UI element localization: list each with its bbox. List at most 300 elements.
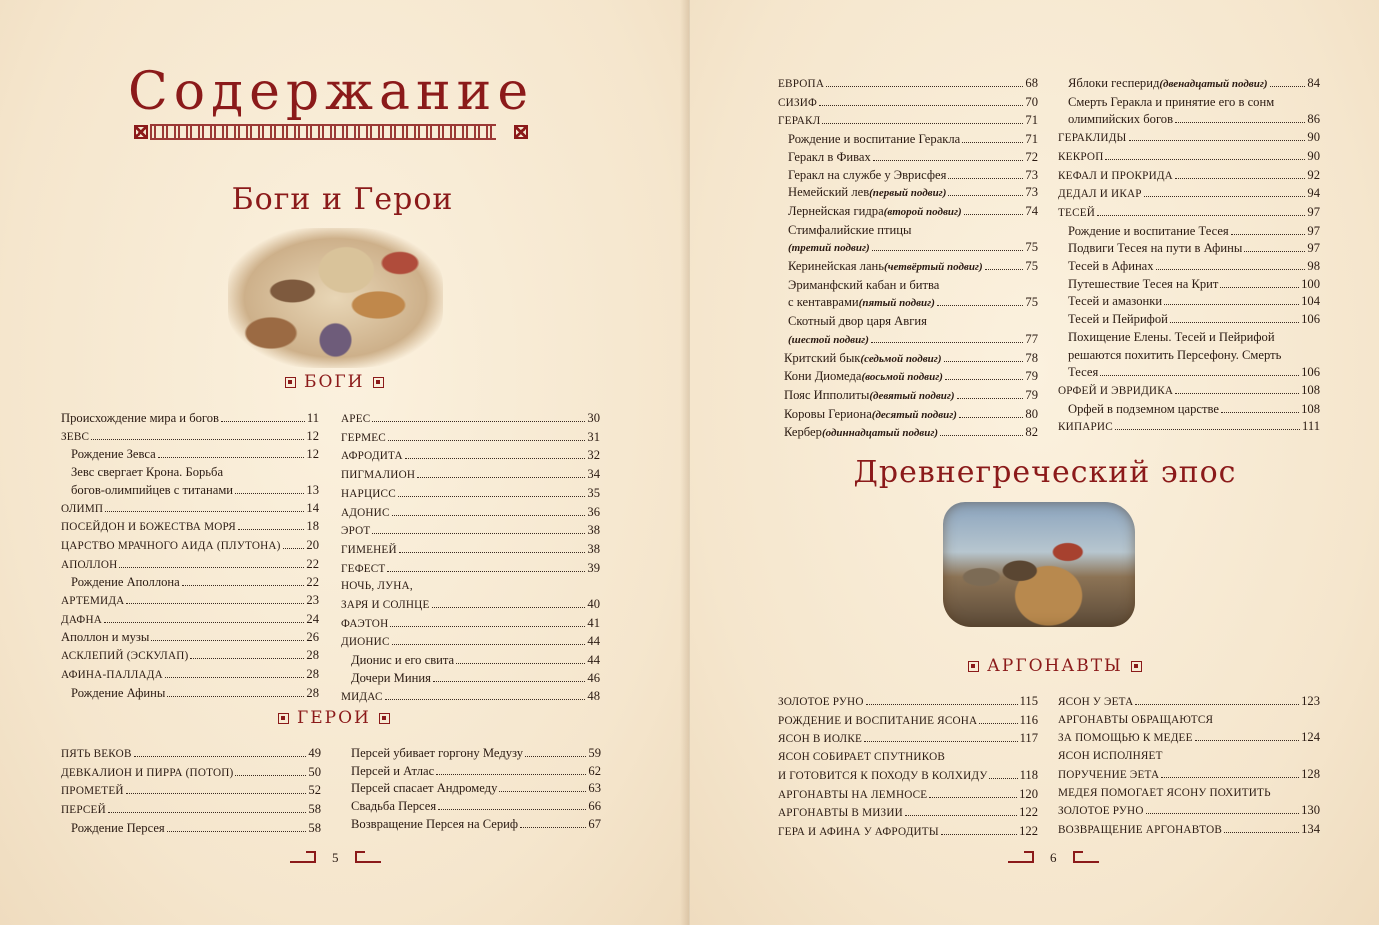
toc-entry — [778, 331, 1038, 350]
toc-entry — [341, 633, 600, 652]
toc-entry-title: ЭРОТ — [341, 525, 371, 538]
dot-leader — [385, 699, 586, 700]
toc-entry-page: 13 — [306, 482, 319, 497]
toc-entry-title: МИДАС — [341, 690, 383, 703]
dot-leader — [1231, 234, 1306, 235]
toc-entry — [778, 749, 1038, 767]
toc-entry — [61, 666, 319, 685]
ornament-icon — [1008, 853, 1034, 863]
toc-entry-page: 18 — [306, 519, 319, 534]
dot-leader — [405, 458, 586, 459]
toc-entry — [778, 730, 1038, 749]
dot-leader — [989, 778, 1017, 779]
toc-entry — [341, 763, 601, 781]
toc-entry-title: Немейский лев — [788, 185, 870, 200]
toc-entry-title: Критский бык — [784, 350, 861, 365]
toc-entry-page: 92 — [1307, 167, 1320, 182]
toc-entry-title: Скотный двор царя Авгия — [788, 314, 927, 329]
dot-leader — [1244, 251, 1305, 252]
toc-entry-title: ЗОЛОТОЕ РУНО — [778, 696, 864, 708]
dot-leader — [134, 756, 307, 757]
toc-entry — [778, 167, 1038, 185]
toc-entry-page: 26 — [306, 630, 319, 645]
toc-entry-title: Подвиги Тесея на пути в Афины — [1068, 241, 1243, 256]
toc-entry-title: ГЕФЕСТ — [341, 562, 386, 575]
dot-leader — [388, 440, 585, 441]
toc-entry — [1058, 821, 1320, 840]
toc-entry-title: ОРФЕЙ И ЭВРИДИКА — [1058, 384, 1174, 397]
dot-leader — [525, 756, 586, 757]
toc-entry-page: 71 — [1025, 132, 1038, 147]
dot-leader — [372, 421, 585, 422]
toc-entry — [778, 75, 1038, 94]
dot-leader — [1156, 269, 1306, 270]
toc-entry — [61, 685, 319, 703]
dot-leader — [1221, 412, 1299, 413]
argonauts-heading-text: АРГОНАВТЫ — [987, 656, 1123, 676]
toc-entry — [1058, 148, 1320, 167]
toc-entry-title: Рождение Персея — [71, 820, 165, 835]
toc-entry — [341, 670, 600, 688]
toc-entry-page: 59 — [588, 746, 601, 760]
dot-leader — [1170, 322, 1299, 323]
toc-entry-page: 128 — [1301, 766, 1320, 781]
toc-entry-title: Рождение и воспитание Геракла — [788, 132, 961, 147]
dot-leader — [985, 269, 1024, 270]
toc-entry-title: АРГОНАВТЫ В МИЗИИ — [778, 807, 903, 820]
toc-entry-title: Кони Диомеда — [784, 369, 862, 384]
toc-entry-page: 108 — [1301, 382, 1320, 397]
toc-entry-note: (первый подвиг) — [869, 187, 947, 200]
toc-entry-title: с кентаврами — [788, 295, 859, 310]
dot-leader — [399, 552, 586, 553]
toc-entry-page: 122 — [1019, 805, 1038, 820]
toc-entry-title: ГЕРАКЛИДЫ — [1058, 132, 1127, 145]
toc-entry-title: КИПАРИС — [1058, 421, 1113, 434]
toc-entry — [778, 804, 1038, 823]
toc-entry-note: (второй подвиг) — [883, 205, 962, 218]
toc-entry-page: 115 — [1019, 694, 1038, 708]
toc-entry — [341, 522, 600, 541]
toc-entry — [1058, 729, 1320, 748]
toc-entry-title: Рождение Аполлона — [71, 575, 180, 590]
dot-leader — [1135, 704, 1299, 705]
toc-entry-title: олимпийских богов — [1068, 112, 1174, 127]
toc-entry — [341, 615, 600, 634]
toc-entry-title: Стимфалийские птицы — [788, 222, 912, 237]
toc-entry — [1058, 311, 1320, 329]
meander-corner-right — [514, 125, 528, 139]
toc-entry-title: ГИМЕНЕЙ — [341, 543, 397, 556]
toc-entry — [341, 466, 600, 485]
toc-entry — [61, 518, 319, 537]
dot-leader — [104, 622, 304, 623]
toc-entry — [61, 592, 319, 611]
toc-entry-page: 73 — [1025, 185, 1038, 200]
dot-leader — [372, 533, 585, 534]
toc-entry-page: 30 — [587, 411, 600, 425]
dot-leader — [872, 250, 1024, 251]
toc-entry-title: АРЕС — [341, 413, 371, 425]
page-number: 5 — [332, 850, 339, 865]
toc-entry-title: ДЕВКАЛИОН И ПИРРА (ПОТОП) — [61, 766, 234, 779]
dot-leader — [221, 421, 305, 422]
toc-entry — [341, 429, 600, 448]
toc-entry — [61, 464, 319, 482]
toc-entry — [1058, 329, 1320, 347]
toc-entry-title: ПИГМАЛИОН — [341, 469, 416, 482]
toc-entry-page: 20 — [306, 537, 319, 552]
right-page — [690, 0, 1379, 925]
toc-entry-title: АФИНА-ПАЛЛАДА — [61, 668, 163, 681]
toc-entry-title: Персей спасает Андромеду — [351, 781, 498, 796]
toc-entry-page: 41 — [587, 615, 600, 630]
toc-entry-page: 97 — [1307, 204, 1320, 219]
toc-entry-page: 38 — [587, 523, 600, 538]
toc-entry — [778, 406, 1038, 425]
toc-entry-page: 72 — [1025, 149, 1038, 164]
toc-entry-page: 63 — [588, 781, 601, 796]
toc-entry-page: 11 — [306, 411, 319, 425]
toc-entry-page: 74 — [1025, 203, 1038, 218]
toc-entry — [778, 258, 1038, 277]
toc-entry — [341, 447, 600, 466]
dot-leader — [1164, 304, 1299, 305]
toc-gods-column-2 — [341, 410, 600, 706]
toc-entry — [1058, 382, 1320, 401]
page-number-left — [290, 850, 381, 866]
toc-entry-title: АПОЛЛОН — [61, 558, 118, 571]
dot-leader — [417, 477, 585, 478]
toc-entry — [778, 112, 1038, 131]
dot-leader — [165, 677, 305, 678]
toc-entry-page: 28 — [306, 666, 319, 681]
toc-entry-title: АСКЛЕПИЙ (ЭСКУЛАП) — [61, 650, 189, 663]
toc-entry — [1058, 785, 1320, 803]
toc-entry — [778, 94, 1038, 113]
dot-leader — [937, 305, 1024, 306]
toc-entry-title: АДОНИС — [341, 506, 390, 519]
toc-entry — [61, 428, 319, 447]
toc-entry — [61, 410, 319, 428]
toc-entry — [778, 712, 1038, 731]
toc-entry-page: 118 — [1019, 767, 1038, 782]
toc-entry — [1058, 712, 1320, 730]
dot-leader — [182, 585, 305, 586]
dot-leader — [1105, 159, 1305, 160]
toc-entry-title: ПОРУЧЕНИЕ ЭЕТА — [1058, 768, 1160, 781]
dot-leader — [905, 815, 1017, 816]
toc-entry-title: ЦАРСТВО МРАЧНОГО АИДА (ПЛУТОНА) — [61, 539, 281, 552]
toc-entry — [1058, 347, 1320, 365]
toc-entry-title: Происхождение мира и богов — [61, 411, 219, 425]
toc-entry-page: 104 — [1301, 294, 1320, 309]
toc-entry-page: 36 — [587, 504, 600, 519]
toc-entry-page: 124 — [1301, 730, 1320, 745]
toc-entry-page: 84 — [1307, 76, 1320, 90]
dot-leader — [819, 105, 1023, 106]
dot-leader — [105, 511, 304, 512]
toc-entry-page: 50 — [308, 764, 321, 779]
heroes-heading-text: ГЕРОИ — [297, 708, 371, 728]
toc-entry-title: Яблоки гесперид — [1068, 76, 1160, 90]
dot-leader — [945, 379, 1023, 380]
toc-entry-page: 80 — [1025, 406, 1038, 421]
toc-entry-page: 77 — [1025, 331, 1038, 346]
toc-entry — [61, 611, 319, 630]
dot-leader — [238, 529, 305, 530]
toc-entry-page: 44 — [587, 634, 600, 649]
toc-entry-page: 12 — [306, 447, 319, 462]
toc-entry — [1058, 111, 1320, 129]
toc-entry-title: Тесей в Афинах — [1068, 259, 1154, 274]
toc-entry-title: Похищение Елены. Тесей и Пейрифой — [1068, 329, 1275, 344]
left-page — [0, 0, 689, 925]
toc-entry — [778, 424, 1038, 443]
dot-leader — [167, 831, 307, 832]
toc-entry — [778, 222, 1038, 240]
toc-entry — [778, 350, 1038, 369]
toc-entry-page: 100 — [1301, 276, 1320, 291]
dot-leader — [1224, 832, 1299, 833]
heroes-heading — [278, 708, 390, 728]
toc-entry-title: РОЖДЕНИЕ И ВОСПИТАНИЕ ЯСОНА — [778, 714, 978, 727]
toc-entry-title: Смерть Геракла и принятие его в сонм — [1068, 94, 1275, 109]
toc-entry-page: 44 — [587, 653, 600, 668]
toc-entry-title: ЯСОН У ЭЕТА — [1058, 696, 1134, 708]
toc-entry-title: ЯСОН В ИОЛКЕ — [778, 733, 863, 746]
toc-entry-page: 62 — [588, 763, 601, 778]
toc-entry-title: Путешествие Тесея на Крит — [1068, 276, 1219, 291]
toc-entry-note: (десятый подвиг) — [871, 408, 957, 421]
toc-entry — [61, 446, 319, 464]
toc-entry — [1058, 401, 1320, 419]
dot-leader — [1129, 140, 1306, 141]
bullet-icon — [379, 713, 390, 724]
toc-entry — [1058, 223, 1320, 241]
toc-entry-page: 108 — [1301, 401, 1320, 416]
bullet-icon — [968, 661, 979, 672]
dot-leader — [1175, 122, 1305, 123]
dot-leader — [979, 723, 1017, 724]
toc-entry — [778, 149, 1038, 167]
toc-entry — [341, 541, 600, 560]
toc-entry-page: 90 — [1307, 148, 1320, 163]
toc-entry-title: Лернейская гидра — [788, 203, 884, 218]
toc-right-column-1 — [778, 75, 1038, 443]
toc-entry-page: 73 — [1025, 167, 1038, 182]
toc-entry — [1058, 748, 1320, 766]
dot-leader — [940, 435, 1023, 436]
gods-heading — [285, 372, 384, 392]
dot-leader — [959, 417, 1023, 418]
toc-entry — [1058, 802, 1320, 821]
toc-entry — [341, 485, 600, 504]
toc-entry-title: Тесей и Пейрифой — [1068, 312, 1168, 327]
meander-corner-left — [134, 125, 148, 139]
toc-entry-page: 28 — [306, 685, 319, 700]
dot-leader — [119, 567, 304, 568]
toc-entry — [778, 313, 1038, 331]
toc-entry — [1058, 418, 1320, 437]
toc-entry — [61, 801, 321, 820]
toc-entry — [61, 629, 319, 647]
toc-entry-page: 123 — [1301, 694, 1320, 708]
toc-entry-title: ГЕРАКЛ — [778, 115, 821, 128]
toc-right-column-2 — [1058, 75, 1320, 437]
dot-leader — [1144, 196, 1306, 197]
toc-entry-page: 24 — [306, 611, 319, 626]
toc-entry — [1058, 693, 1320, 712]
toc-entry — [341, 596, 600, 615]
toc-entry-title: Тесея — [1068, 365, 1099, 380]
toc-entry-page: 75 — [1025, 240, 1038, 255]
toc-entry-page: 12 — [306, 428, 319, 443]
toc-entry-title: Геракл на службе у Эврисфея — [788, 167, 947, 182]
ornament-icon — [1073, 853, 1099, 863]
dot-leader — [167, 696, 304, 697]
toc-entry — [61, 782, 321, 801]
toc-entry-page: 122 — [1019, 823, 1038, 838]
toc-entry — [778, 693, 1038, 712]
toc-entry-title: Зевс свергает Крона. Борьба — [71, 465, 224, 480]
toc-entry-page: 66 — [588, 799, 601, 814]
dot-leader — [957, 398, 1024, 399]
toc-entry — [61, 537, 319, 556]
section-title-epic: Древнегреческий эпос — [853, 455, 1237, 490]
toc-entry-page: 68 — [1025, 76, 1038, 90]
toc-entry-page: 116 — [1019, 712, 1038, 727]
toc-entry-title: Дочери Миния — [351, 670, 431, 685]
toc-entry-page: 39 — [587, 560, 600, 575]
toc-entry-page: 117 — [1019, 731, 1038, 746]
toc-entry — [61, 745, 321, 764]
toc-entry — [1058, 293, 1320, 311]
toc-entry-title: Рождение Афины — [71, 685, 166, 700]
dot-leader — [499, 791, 586, 792]
ornament-icon — [290, 853, 316, 863]
toc-entry — [61, 500, 319, 519]
bullet-icon — [373, 377, 384, 388]
dot-leader — [948, 195, 1023, 196]
meander-border — [150, 124, 496, 140]
toc-entry-title: Орфей в подземном царстве — [1068, 401, 1219, 416]
bullet-icon — [1131, 661, 1142, 672]
dot-leader — [91, 439, 304, 440]
toc-entry — [61, 764, 321, 783]
dot-leader — [1175, 393, 1299, 394]
toc-entry-page: 82 — [1025, 425, 1038, 440]
toc-entry-page: 106 — [1301, 365, 1320, 380]
toc-entry — [61, 574, 319, 592]
toc-entry-note: (одиннадцатый подвиг) — [821, 427, 939, 440]
dot-leader — [1220, 287, 1299, 288]
toc-entry-title: ФАЭТОН — [341, 617, 389, 630]
dot-leader — [235, 493, 304, 494]
dot-leader — [1115, 429, 1300, 430]
toc-heroes-column-1 — [61, 745, 321, 838]
toc-entry-page: 75 — [1025, 295, 1038, 310]
toc-entry-title: Коровы Гериона — [784, 406, 872, 421]
toc-entry-title: ЗАРЯ И СОЛНЦЕ — [341, 599, 430, 612]
toc-entry-title: ТЕСЕЙ — [1058, 206, 1096, 219]
toc-entry-page: 46 — [587, 670, 600, 685]
section-title-gods-heroes: Боги и Герои — [231, 182, 454, 217]
toc-entry-title: Рождение и воспитание Тесея — [1068, 223, 1229, 238]
toc-entry-page: 32 — [587, 448, 600, 463]
dot-leader — [126, 603, 304, 604]
toc-entry-title: ДАФНА — [61, 613, 103, 626]
dot-leader — [964, 214, 1024, 215]
toc-entry — [61, 482, 319, 500]
toc-gods-column-1 — [61, 410, 319, 702]
dot-leader — [871, 342, 1023, 343]
dot-leader — [387, 571, 585, 572]
toc-entry-page: 22 — [306, 575, 319, 590]
toc-entry-page: 79 — [1025, 387, 1038, 402]
page-title: Содержание — [128, 62, 535, 122]
toc-entry — [778, 786, 1038, 805]
dot-leader — [436, 774, 586, 775]
toc-entry-page: 90 — [1307, 130, 1320, 145]
toc-entry — [1058, 364, 1320, 382]
toc-entry-page: 106 — [1301, 312, 1320, 327]
page-number-right — [1008, 850, 1099, 866]
toc-entry-title: ДЕДАЛ И ИКАР — [1058, 188, 1142, 201]
dot-leader — [822, 123, 1023, 124]
toc-entry-title: ПЕРСЕЙ — [61, 804, 106, 817]
toc-heroes-column-2 — [341, 745, 601, 834]
toc-entry-title: АРГОНАВТЫ НА ЛЕМНОСЕ — [778, 788, 928, 801]
toc-entry — [778, 131, 1038, 149]
dot-leader — [398, 496, 586, 497]
toc-entry-title: ПЯТЬ ВЕКОВ — [61, 748, 132, 760]
toc-entry — [341, 560, 600, 579]
toc-entry-page: 22 — [306, 556, 319, 571]
dot-leader — [1195, 740, 1299, 741]
dot-leader — [438, 809, 586, 810]
toc-entry — [778, 767, 1038, 786]
toc-entry — [1058, 276, 1320, 294]
toc-entry — [341, 410, 600, 429]
toc-entry-title: богов-олимпийцев с титанами — [71, 482, 234, 497]
toc-entry — [61, 820, 321, 838]
dot-leader — [929, 797, 1017, 798]
toc-entry-title: Рождение Зевса — [71, 447, 156, 462]
toc-entry-title: Тесей и амазонки — [1068, 294, 1163, 309]
toc-entry-title: ПОСЕЙДОН И БОЖЕСТВА МОРЯ — [61, 521, 236, 534]
toc-entry-page: 58 — [308, 820, 321, 835]
toc-entry — [1058, 185, 1320, 204]
toc-entry-note: (двенадцатый подвиг) — [1159, 78, 1268, 90]
toc-entry — [778, 239, 1038, 258]
toc-entry-page: 97 — [1307, 241, 1320, 256]
toc-entry-title: Геракл в Фивах — [788, 149, 871, 164]
dot-leader — [1097, 215, 1305, 216]
page-number: 6 — [1050, 850, 1057, 865]
toc-entry-page: 49 — [308, 746, 321, 760]
toc-entry-page: 79 — [1025, 369, 1038, 384]
toc-entry — [1058, 258, 1320, 276]
toc-entry — [778, 294, 1038, 313]
toc-entry-title: АРТЕМИДА — [61, 595, 125, 608]
dot-leader — [392, 644, 586, 645]
toc-entry-title: Пояс Ипполиты — [784, 387, 870, 402]
toc-entry-page: 28 — [306, 648, 319, 663]
toc-entry — [778, 203, 1038, 222]
toc-entry — [1058, 766, 1320, 785]
toc-entry-title: Персей и Атлас — [351, 763, 435, 778]
